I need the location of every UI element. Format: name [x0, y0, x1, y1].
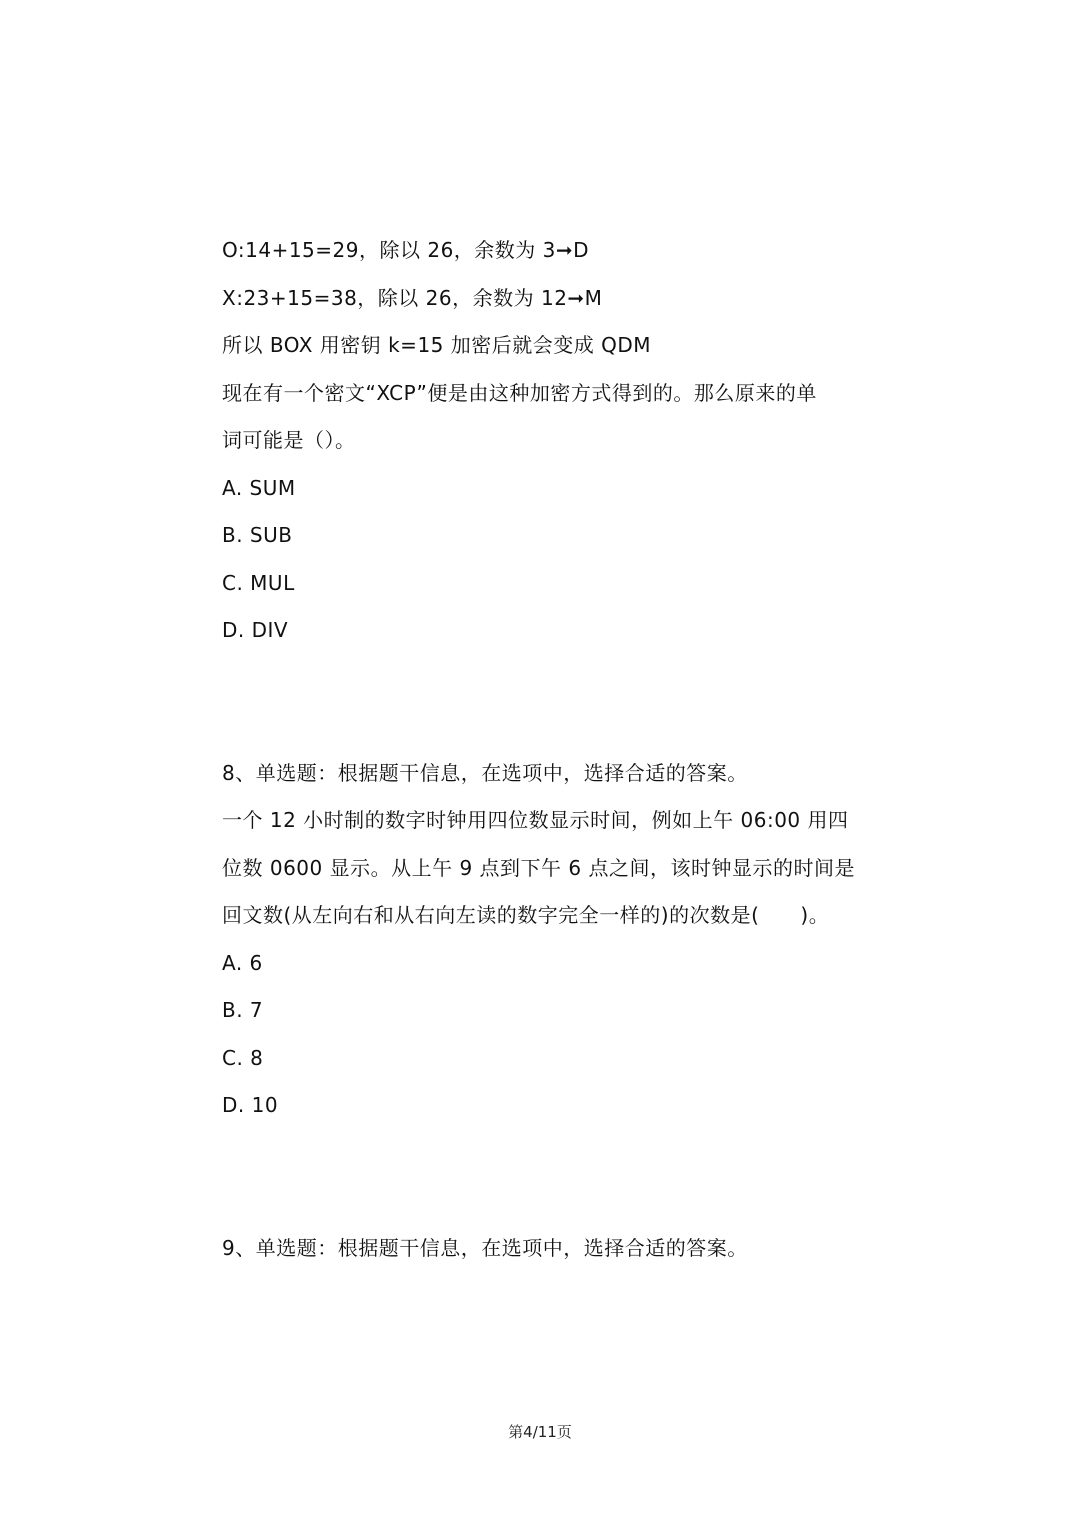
question-7-option-b: B. SUB — [222, 523, 293, 547]
question-8-stem-line-1: 一个 12 小时制的数字时钟用四位数显示时间，例如上午 06:00 用四 — [222, 808, 849, 832]
question-8-stem-line-3: 回文数(从左向右和从右向左读的数字完全一样的)的次数是( )。 — [222, 903, 830, 927]
question-8-option-b: B. 7 — [222, 998, 264, 1022]
question-7-stem-line-2: 词可能是（）。 — [222, 428, 356, 452]
question-9-header: 9、单选题：根据题干信息，在选项中，选择合适的答案。 — [222, 1236, 748, 1260]
cipher-result: 所以 BOX 用密钥 k=15 加密后就会变成 QDM — [222, 333, 652, 357]
question-8-option-c: C. 8 — [222, 1046, 264, 1070]
question-8-stem-line-2: 位数 0600 显示。从上午 9 点到下午 6 点之间，该时钟显示的时间是 — [222, 856, 855, 880]
question-8-header: 8、单选题：根据题干信息，在选项中，选择合适的答案。 — [222, 761, 748, 785]
question-7-stem-line-1: 现在有一个密文“XCP”便是由这种加密方式得到的。那么原来的单 — [222, 381, 817, 405]
question-8-option-d: D. 10 — [222, 1093, 279, 1117]
cipher-step-o: O:14+15=29，除以 26，余数为 3➞D — [222, 238, 590, 262]
question-7-option-a: A. SUM — [222, 476, 296, 500]
question-8-option-a: A. 6 — [222, 951, 263, 975]
cipher-step-x: X:23+15=38，除以 26，余数为 12➞M — [222, 286, 603, 310]
question-7-option-c: C. MUL — [222, 571, 295, 595]
page-number: 第4/11页 — [508, 1423, 572, 1441]
question-7-option-d: D. DIV — [222, 618, 289, 642]
